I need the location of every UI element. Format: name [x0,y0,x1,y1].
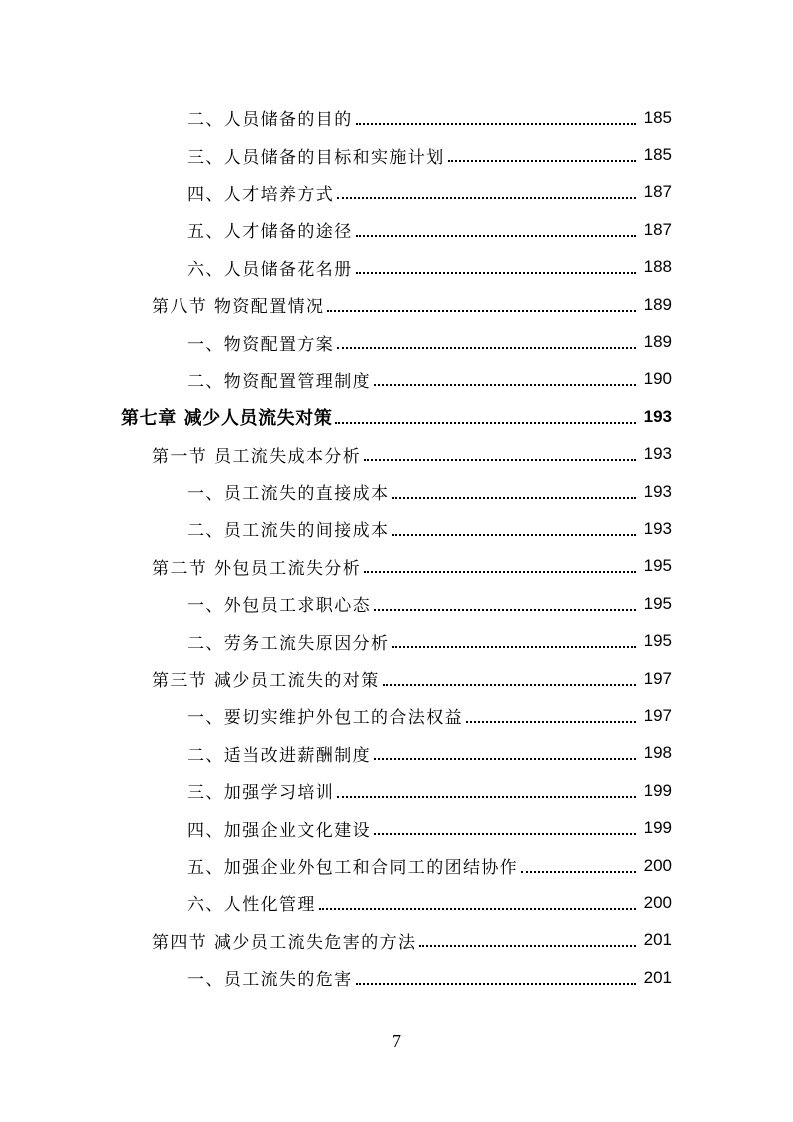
toc-entry-label: 三、人员储备的目标和实施计划 [187,147,445,168]
toc-entry-item[interactable] [0,809,793,846]
toc-entry-page-number: 193 [643,406,672,426]
toc-entry-page-number: 188 [643,257,672,277]
toc-entry-page-number: 197 [643,668,672,688]
toc-entry-page-number: 187 [643,219,672,239]
dot-leader [356,235,636,237]
dot-leader [521,871,636,873]
toc-entry-item[interactable] [0,323,793,360]
toc-entry-page-number: 187 [643,182,672,202]
toc-entry-label: 二、劳务工流失原因分析 [187,633,390,654]
toc-entry-label: 一、要切实维护外包工的合法权益 [187,708,463,729]
toc-entry-label: 一、员工流失的直接成本 [187,484,390,505]
toc-entry-item[interactable] [0,174,793,211]
dot-leader [374,609,636,611]
toc-entry-item[interactable] [0,249,793,286]
dot-leader [374,758,636,760]
dot-leader [337,347,636,349]
dot-leader [419,945,636,947]
toc-entry-label: 第七章 减少人员流失对策 [121,407,333,429]
toc-entry-label: 第四节 减少员工流失危害的方法 [152,932,417,953]
dot-leader [392,497,636,499]
toc-entry-page-number: 201 [643,930,672,950]
table-of-contents [0,99,793,996]
dot-leader [374,384,636,386]
toc-entry-page-number: 193 [643,481,672,501]
toc-entry-item[interactable] [0,361,793,398]
toc-entry-item[interactable] [0,959,793,996]
toc-entry-page-number: 189 [643,332,672,352]
toc-entry-item[interactable] [0,585,793,622]
toc-entry-page-number: 195 [643,556,672,576]
dot-leader [374,833,636,835]
toc-entry-section[interactable] [0,922,793,959]
toc-entry-page-number: 200 [643,892,672,912]
toc-entry-label: 二、员工流失的间接成本 [187,521,390,542]
toc-entry-item[interactable] [0,884,793,921]
toc-entry-page-number: 189 [643,294,672,314]
toc-entry-label: 五、人才储备的途径 [187,222,353,243]
toc-entry-chapter[interactable] [0,398,793,435]
toc-entry-item[interactable] [0,622,793,659]
toc-entry-item[interactable] [0,136,793,173]
dot-leader [319,908,636,910]
toc-entry-item[interactable] [0,99,793,136]
toc-entry-item[interactable] [0,510,793,547]
dot-leader [392,534,636,536]
dot-leader [327,310,636,312]
dot-leader [335,422,636,424]
toc-entry-label: 四、加强企业文化建设 [187,820,371,841]
toc-entry-label: 六、人员储备花名册 [187,259,353,280]
toc-entry-section[interactable] [0,660,793,697]
toc-entry-page-number: 185 [643,107,672,127]
toc-entry-page-number: 185 [643,145,672,165]
toc-entry-label: 一、外包员工求职心态 [187,596,371,617]
toc-entry-label: 二、人员储备的目的 [187,110,353,131]
toc-entry-item[interactable] [0,735,793,772]
dot-leader [364,459,636,461]
dot-leader [337,796,636,798]
toc-entry-label: 第一节 员工流失成本分析 [152,446,362,467]
toc-entry-label: 三、加强学习培训 [187,783,335,804]
dot-leader [392,646,636,648]
toc-entry-section[interactable] [0,436,793,473]
toc-entry-label: 六、人性化管理 [187,895,316,916]
toc-entry-label: 二、物资配置管理制度 [187,371,371,392]
toc-entry-label: 一、员工流失的危害 [187,970,353,991]
dot-leader [356,272,636,274]
toc-entry-label: 第二节 外包员工流失分析 [152,558,362,579]
page-number: 7 [392,1031,401,1051]
toc-entry-item[interactable] [0,211,793,248]
toc-entry-page-number: 195 [643,593,672,613]
toc-entry-label: 二、适当改进薪酬制度 [187,745,371,766]
toc-entry-item[interactable] [0,697,793,734]
toc-entry-page-number: 199 [643,780,672,800]
toc-entry-label: 四、人才培养方式 [187,184,335,205]
dot-leader [448,160,636,162]
toc-entry-item[interactable] [0,847,793,884]
toc-entry-page-number: 199 [643,818,672,838]
dot-leader [356,123,636,125]
dot-leader [383,684,636,686]
toc-entry-label: 第八节 物资配置情况 [152,297,325,318]
dot-leader [337,197,636,199]
dot-leader [466,721,636,723]
toc-entry-item[interactable] [0,772,793,809]
toc-entry-label: 第三节 减少员工流失的对策 [152,671,380,692]
toc-entry-page-number: 201 [643,967,672,987]
toc-entry-page-number: 193 [643,518,672,538]
dot-leader [364,571,636,573]
toc-entry-label: 一、物资配置方案 [187,334,335,355]
toc-entry-page-number: 197 [643,705,672,725]
toc-entry-section[interactable] [0,286,793,323]
dot-leader [356,983,636,985]
toc-entry-page-number: 195 [643,631,672,651]
toc-entry-page-number: 193 [643,444,672,464]
toc-entry-item[interactable] [0,473,793,510]
toc-entry-section[interactable] [0,548,793,585]
toc-entry-label: 五、加强企业外包工和合同工的团结协作 [187,858,519,878]
toc-entry-page-number: 200 [643,855,672,875]
toc-entry-page-number: 190 [643,369,672,389]
toc-entry-page-number: 198 [643,743,672,763]
